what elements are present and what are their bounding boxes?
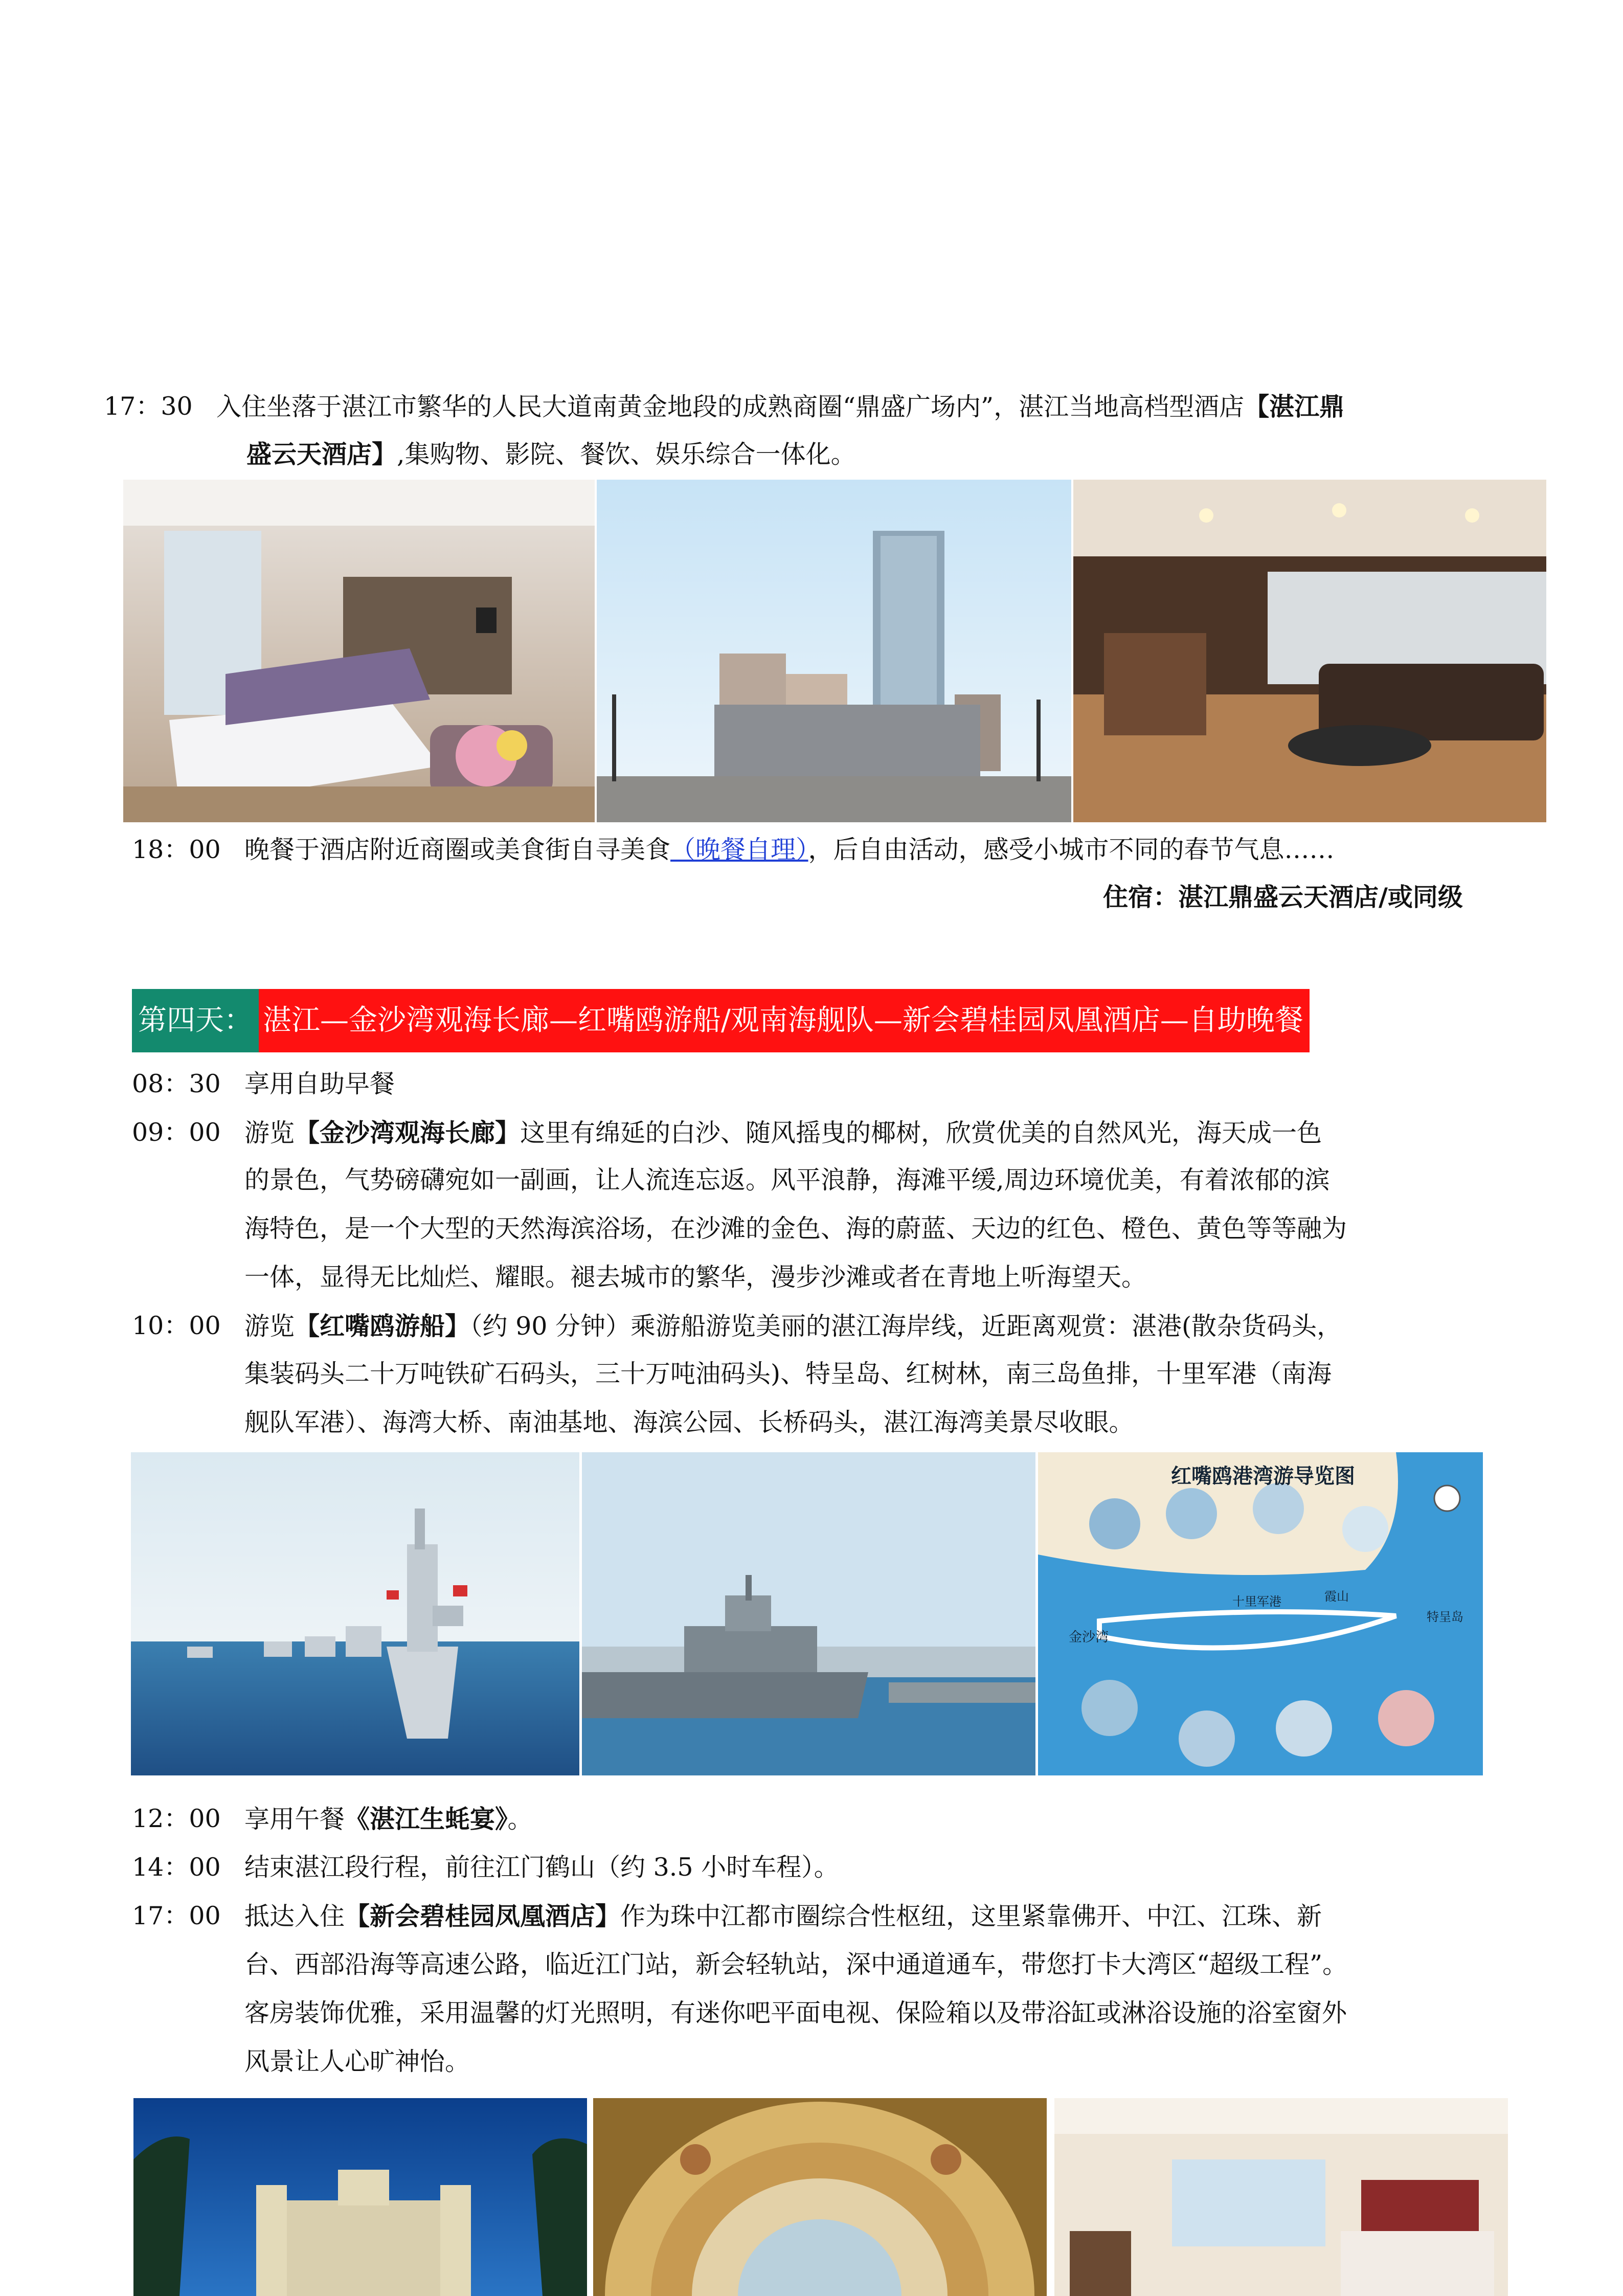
dinner-text: 晚餐于酒店附近商圈或美食街自寻美食（晚餐自理），后自由活动，感受小城市不同的春节气息…… — [244, 835, 1335, 864]
time-1700: 17：00 — [132, 1901, 221, 1930]
hotel-room-photo — [123, 480, 595, 822]
time-0900: 09：00 — [132, 1118, 221, 1147]
map-label-xiashan: 霞山 — [1324, 1589, 1349, 1604]
transfer-text: 结束湛江段行程，前往江门鹤山（约 3.5 小时车程）。 — [244, 1853, 839, 1882]
phoenix-hotel-line4: 风景让人心旷神怡。 — [244, 2047, 470, 2076]
phoenix-hotel-line1: 抵达入住【新会碧桂园凤凰酒店】作为珠中江都市圈综合性枢纽，这里紧靠佛开、中江、江珠、新 — [244, 1901, 1322, 1931]
phoenix-hotel-dome-photo — [593, 2098, 1047, 2296]
map-label-jinshawan: 金沙湾 — [1069, 1630, 1109, 1645]
dinner-self-paid-link[interactable]: （晚餐自理） — [670, 835, 808, 864]
day4-route: 湛江—金沙湾观海长廊—红嘴鸥游船/观南海舰队—新会碧桂园凤凰酒店—自助晚餐 — [259, 989, 1310, 1052]
hotel-exterior-photo — [597, 480, 1071, 822]
time-1400: 14：00 — [132, 1853, 221, 1882]
jinshawan-line4: 一体，显得无比灿烂、耀眼。褪去城市的繁华，漫步沙滩或者在青地上听海望天。 — [244, 1263, 1147, 1292]
cruise-line2: 集装码头二十万吨铁矿石码头，三十万吨油码头)、特呈岛、红树林，南三岛鱼排，十里军港（南海 — [244, 1359, 1332, 1388]
navy-ship-photo — [582, 1452, 1035, 1775]
hotel-intro-line2: 盛云天酒店】,集购物、影院、餐饮、娱乐综合一体化。 — [246, 439, 856, 469]
jinshawan-line2: 的景色，气势磅礴宛如一副画，让人流连忘返。风平浪静，海滩平缓,周边环境优美，有着浓郁的滨 — [244, 1165, 1330, 1195]
phoenix-hotel-line3: 客房装饰优雅，采用温馨的灯光照明，有迷你吧平面电视、保险箱以及带浴缸或淋浴设施的浴室窗外 — [244, 1998, 1347, 2028]
phoenix-hotel-exterior-photo — [133, 2098, 587, 2296]
time-1200: 12：00 — [132, 1804, 221, 1833]
time-1730: 17：30 — [104, 392, 193, 421]
hotel-intro-line1: 入住坐落于湛江市繁华的人民大道南黄金地段的成熟商圈“鼎盛广场内”，湛江当地高档型酒店【湛江鼎 — [216, 392, 1345, 421]
lunch-text: 享用午餐《湛江生蚝宴》。 — [244, 1804, 533, 1834]
navy-fleet-photo — [131, 1452, 579, 1775]
lodging-info: 住宿：湛江鼎盛云天酒店/或同级 — [1103, 882, 1463, 912]
day4-label: 第四天： — [132, 989, 259, 1052]
map-label-techengdao: 特呈岛 — [1427, 1610, 1463, 1624]
phoenix-hotel-room-photo — [1054, 2098, 1508, 2296]
phoenix-hotel-line2: 台、西部沿海等高速公路，临近江门站，新会轻轨站，深中通道通车，带您打卡大湾区“超级工程”。 — [244, 1950, 1348, 1979]
cruise-line3: 舰队军港）、海湾大桥、南油基地、海滨公园、长桥码头，湛江海湾美景尽收眼。 — [244, 1408, 1134, 1437]
time-1000: 10：00 — [132, 1311, 221, 1340]
time-1800: 18：00 — [132, 835, 221, 864]
breakfast-text: 享用自助早餐 — [244, 1069, 395, 1098]
jinshawan-line3: 海特色，是一个大型的天然海滨浴场，在沙滩的金色、海的蔚蓝、天边的红色、橙色、黄色等等融为 — [244, 1214, 1347, 1243]
day4-header — [132, 989, 1310, 1052]
cruise-route-map — [1038, 1452, 1483, 1775]
hotel-lounge-photo — [1073, 480, 1546, 822]
time-0830: 08：30 — [132, 1069, 221, 1098]
jinshawan-line1: 游览【金沙湾观海长廊】这里有绵延的白沙、随风摇曳的椰树，欣赏优美的自然风光，海天成一色 — [244, 1118, 1322, 1147]
map-title: 红嘴鸥港湾游导览图 — [1171, 1465, 1355, 1488]
map-label-junggang: 十里军港 — [1232, 1594, 1281, 1609]
cruise-line1: 游览【红嘴鸥游船】（约 90 分钟）乘游船游览美丽的湛江海岸线，近距离观赏：湛港(散杂货码头， — [244, 1311, 1342, 1341]
